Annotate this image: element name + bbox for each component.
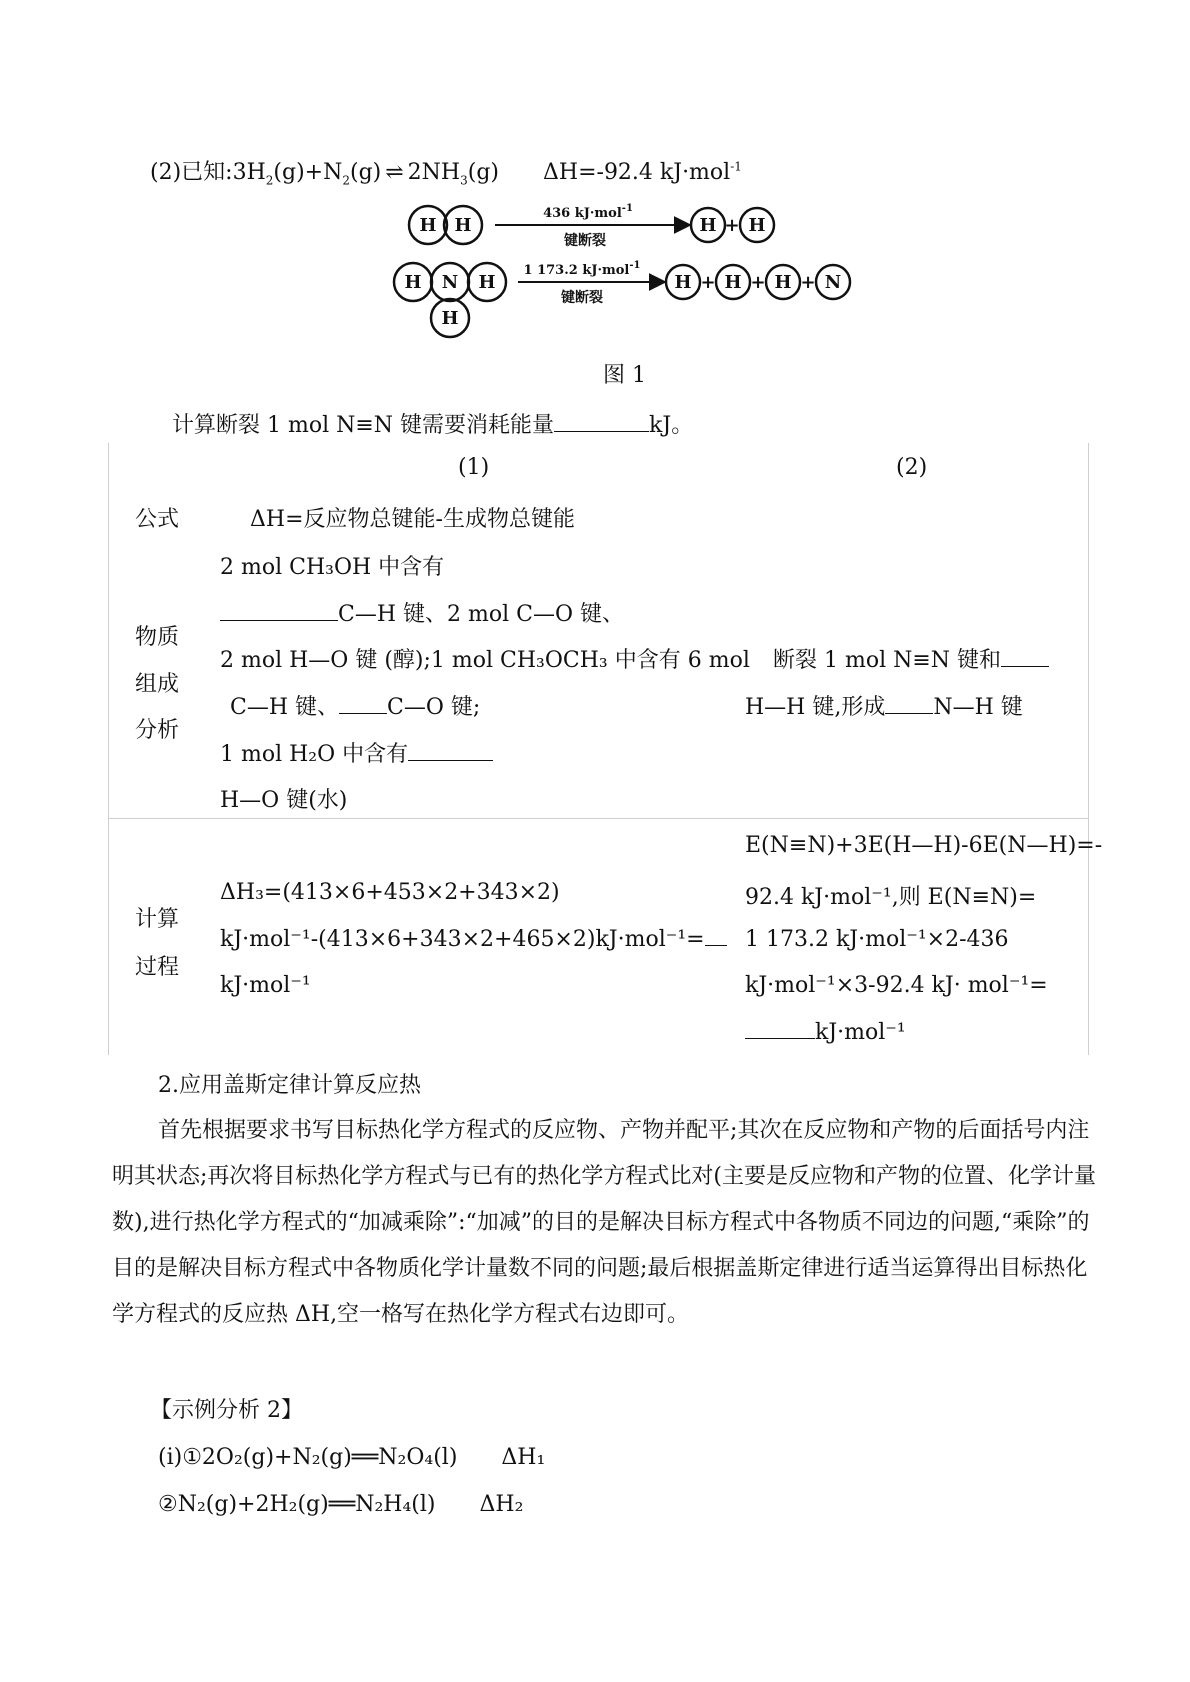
atom-label: H [478, 272, 496, 293]
row-label-analysis-2: 组成 [135, 672, 180, 697]
formula-text: ΔH=反应物总键能-生成物总键能 [250, 507, 575, 532]
answer-blank [554, 413, 649, 432]
calc1-line2-text: kJ·mol⁻¹-(413×6+343×2+465×2)kJ·mol⁻¹= [220, 927, 705, 952]
calc1-line1: ΔH₃=(413×6+453×2+343×2) [220, 880, 560, 905]
analysis1-line5-text: 1 mol H₂O 中含有 [220, 742, 409, 767]
given-mid-2: (g) [349, 160, 382, 185]
calc2-line3: 1 173.2 kJ·mol⁻¹×2-436 [745, 927, 1009, 952]
row-label-calc-2: 过程 [135, 955, 180, 980]
atom-label: H [404, 272, 422, 293]
blank-ch-bonds [220, 602, 338, 621]
equation-1: (ⅰ)①2O₂(g)+N₂(g)══N₂O₄(l) ΔH₁ [158, 1445, 546, 1470]
calc1-line2 [220, 927, 727, 952]
section2-heading: 2.应用盖斯定律计算反应热 [158, 1073, 421, 1098]
plus-sign: + [750, 272, 766, 293]
bond-text-2: 键断裂 [561, 290, 603, 306]
analysis2-line1 [773, 643, 1049, 674]
table-border-left [108, 443, 109, 1055]
calc2-line5-text: kJ·mol⁻¹ [815, 1020, 906, 1045]
table-row-divider [108, 818, 1089, 819]
given-sub-1: 2 [265, 173, 274, 188]
bond-breaking-diagram [0, 190, 1190, 530]
figure-caption: 图 1 [603, 363, 646, 388]
analysis1-line4 [230, 690, 480, 721]
analysis1-line3: 2 mol H—O 键 (醇);1 mol CH₃OCH₃ 中含有 6 mol [220, 648, 750, 673]
atom-label: H [441, 308, 459, 329]
given-mid-4: (g) ΔH=-92.4 kJ·mol [467, 160, 731, 185]
analysis2-line2 [745, 690, 1023, 721]
blank-hh-bonds [1001, 648, 1049, 667]
plus-sign: + [800, 272, 816, 293]
plus-sign: + [724, 215, 740, 236]
atom-label: N [824, 272, 842, 293]
atom-label: H [419, 215, 437, 236]
given-mid-3: 2NH [407, 160, 461, 185]
question-text: 计算断裂 1 mol N≡N 键需要消耗能量 [172, 413, 555, 438]
given-sub-2: 2 [342, 173, 350, 188]
analysis1-line4-a: C—H 键、 [230, 695, 340, 720]
energy-label-1: 436 kJ·mol$^{-1}$ [543, 203, 633, 221]
atom-label: H [699, 215, 717, 236]
bond-text-1: 键断裂 [564, 233, 606, 249]
atom-label: H [724, 272, 742, 293]
analysis1-line2-text: C—H 键、2 mol C—O 键、 [338, 602, 625, 627]
given-sup: -1 [730, 159, 742, 174]
h2-molecule [409, 206, 482, 244]
atom-label: N [441, 272, 459, 293]
plus-sign: + [700, 272, 716, 293]
table-border-right [1088, 443, 1089, 1055]
blank-dh3 [705, 927, 727, 946]
nh3-molecule [394, 263, 506, 337]
calc2-line2: 92.4 kJ·mol⁻¹,则 E(N≡N)= [745, 885, 1037, 910]
atom-label: H [674, 272, 692, 293]
row-label-formula: 公式 [135, 507, 180, 532]
calc2-line1: E(N≡N)+3E(H—H)-6E(N—H)=- [745, 833, 1103, 858]
question-line [172, 408, 693, 439]
atom-label: H [774, 272, 792, 293]
equilibrium-arrow: ⇌ [385, 160, 404, 185]
analysis1-line5 [220, 737, 493, 768]
analysis2-line2-b: N—H 键 [933, 695, 1023, 720]
analysis1-line6: H—O 键(水) [220, 788, 348, 813]
blank-nh-bonds [885, 695, 933, 714]
given-equation [150, 155, 742, 186]
analysis2-line2-a: H—H 键,形成 [745, 695, 886, 720]
analysis2-line1-text: 断裂 1 mol N≡N 键和 [773, 648, 1002, 673]
atom-label: H [454, 215, 472, 236]
table-header-1: (1) [458, 455, 490, 480]
section2-body: 首先根据要求书写目标热化学方程式的反应物、产物并配平;其次在反应物和产物的后面括号内注明其状态;再次将目标热化学方程式与已有的热化学方程式比对(主要是反应物和产物的位置、化学计量数),进行热化学方程式的“加减乘除”:“加减”的目的是解决目标方程式中各物质不同边的问题,“乘除”的目的是解决目标方程式中各物质化学计量数不同的问题;最后根据盖斯定律进行适当运算得出目标热化学方程式的反应热 ΔH,空一格写在热化学方程式右边即可。 [112, 1118, 1096, 1327]
given-mid-1: (g)+N [273, 160, 343, 185]
energy-label-2: 1 173.2 kJ·mol$^{-1}$ [523, 260, 641, 278]
blank-enn [745, 1020, 815, 1039]
calc2-line5 [745, 1020, 906, 1045]
analysis1-line2 [220, 597, 624, 628]
analysis1-line1: 2 mol CH₃OH 中含有 [220, 555, 445, 580]
given-sub-3: 3 [460, 173, 468, 188]
equation-2: ②N₂(g)+2H₂(g)══N₂H₄(l) ΔH₂ [158, 1492, 524, 1517]
row-label-calc-1: 计算 [135, 907, 180, 932]
example-heading: 【示例分析 2】 [150, 1398, 303, 1423]
blank-ho-bonds [408, 742, 493, 761]
calc1-line3: kJ·mol⁻¹ [220, 973, 311, 998]
blank-co-bonds [339, 695, 387, 714]
analysis1-line4-b: C—O 键; [387, 695, 481, 720]
question-unit: kJ。 [649, 413, 694, 438]
calc2-line4: kJ·mol⁻¹×3-92.4 kJ· mol⁻¹= [745, 973, 1048, 998]
row-label-analysis-3: 分析 [135, 718, 180, 743]
given-prefix: (2)已知:3H [150, 160, 266, 185]
row-label-analysis-1: 物质 [135, 625, 180, 650]
table-header-2: (2) [896, 455, 928, 480]
atom-label: H [748, 215, 766, 236]
